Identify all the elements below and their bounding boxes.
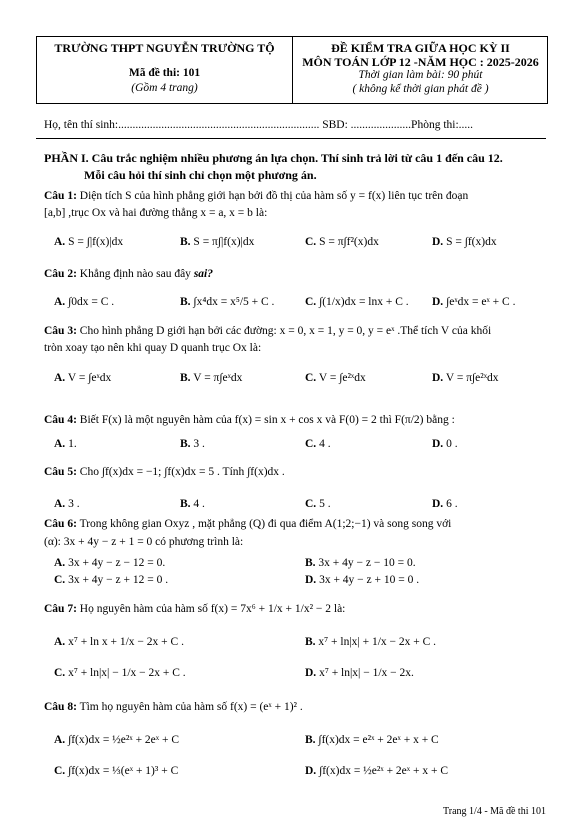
option-text: 3 . xyxy=(68,498,80,510)
exam-title: ĐỀ KIỂM TRA GIỮA HỌC KỲ II xyxy=(331,41,510,55)
part-subtitle: Mỗi câu hỏi thí sinh chỉ chọn một phương án. xyxy=(84,168,317,182)
q6-option-c[interactable]: C. 3x + 4y − z + 12 = 0 . xyxy=(54,574,169,586)
q3-option-a[interactable]: A. V = ∫eˣdx xyxy=(54,372,112,384)
option-text: 4 . xyxy=(193,498,205,510)
option-text: ∫x⁴dx = x⁵/5 + C . xyxy=(193,296,275,308)
q7-option-b[interactable]: B. x⁷ + ln|x| + 1/x − 2x + C . xyxy=(305,636,437,648)
option-text: ∫eˣdx = eˣ + C . xyxy=(446,296,516,308)
q5-option-c[interactable]: C. 5 . xyxy=(305,498,331,510)
option-text: ∫f(x)dx = ⅓(eˣ + 1)³ + C xyxy=(68,765,179,777)
question-6-text-cont: (α): 3x + 4y − z + 1 = 0 có phương trình là: xyxy=(44,536,244,548)
question-label: Câu 5: xyxy=(44,466,77,478)
q5-option-a[interactable]: A. 3 . xyxy=(54,498,80,510)
question-emphasis: sai? xyxy=(193,268,213,280)
q2-option-a[interactable]: A. ∫0dx = C . xyxy=(54,296,115,308)
time-note: ( không kể thời gian phát đề ) xyxy=(352,83,489,95)
option-text: 1. xyxy=(68,438,77,450)
q1-option-b[interactable]: B. S = π∫|f(x)|dx xyxy=(180,236,255,248)
option-text: 3x + 4y − z + 12 = 0 . xyxy=(68,574,169,586)
q5-option-b[interactable]: B. 4 . xyxy=(180,498,205,510)
question-label: Câu 1: xyxy=(44,190,77,202)
question-stem: Khẳng định nào sau đây xyxy=(79,268,191,280)
question-3-text-cont: tròn xoay tạo nên khi quay D quanh trục Ox là: xyxy=(44,342,262,354)
q4-option-c[interactable]: C. 4 . xyxy=(305,438,331,450)
page-count: (Gồm 4 trang) xyxy=(131,82,198,94)
q1-option-c[interactable]: C. S = π∫f²(x)dx xyxy=(305,236,379,248)
q3-option-d[interactable]: D. V = π∫e²ˣdx xyxy=(432,372,499,384)
option-text: x⁷ + ln|x| − 1/x − 2x. xyxy=(319,667,414,679)
question-1-text-cont: [a,b] ,trục Ox và hai đường thẳng x = a, x = b là: xyxy=(44,207,268,219)
q1-option-d[interactable]: D. S = ∫f(x)dx xyxy=(432,236,497,248)
question-stem: Cho hình phẳng D giới hạn bởi các đường: x = 0, x = 1, y = 0, y = eˣ .Thể tích V của khối xyxy=(79,325,492,337)
q8-option-d[interactable]: D. ∫f(x)dx = ½e²ˣ + 2eˣ + x + C xyxy=(305,765,448,777)
exam-code: Mã đề thi: 101 xyxy=(128,67,201,79)
option-text: S = ∫|f(x)|dx xyxy=(68,236,124,248)
question-label: Câu 2: xyxy=(44,268,77,280)
option-text: V = π∫e²ˣdx xyxy=(445,372,499,384)
q8-option-b[interactable]: B. ∫f(x)dx = e²ˣ + 2eˣ + x + C xyxy=(305,734,439,746)
question-5-text xyxy=(44,466,285,478)
option-text: ∫0dx = C . xyxy=(68,296,115,308)
question-stem: Tìm họ nguyên hàm của hàm số f(x) = (eˣ + 1)² . xyxy=(79,701,303,713)
question-stem: Họ nguyên hàm của hàm số f(x) = 7x⁶ + 1/x + 1/x² − 2 là: xyxy=(79,603,346,615)
q4-option-a[interactable]: A. 1. xyxy=(54,438,77,450)
q4-option-d[interactable]: D. 0 . xyxy=(432,438,458,450)
school-name: TRƯỜNG THPT NGUYỄN TRƯỜNG TỘ xyxy=(54,41,275,55)
option-text: ∫(1/x)dx = lnx + C . xyxy=(319,296,409,308)
option-text: 3x + 4y − z − 12 = 0. xyxy=(68,557,166,569)
question-stem: Trong không gian Oxyz , mặt phẳng (Q) đi qua điểm A(1;2;−1) và song song với xyxy=(79,518,452,530)
option-text: 3 . xyxy=(193,438,205,450)
option-text: x⁷ + ln|x| + 1/x − 2x + C . xyxy=(318,636,437,648)
option-text: ∫f(x)dx = e²ˣ + 2eˣ + x + C xyxy=(318,734,439,746)
q7-option-d[interactable]: D. x⁷ + ln|x| − 1/x − 2x. xyxy=(305,667,414,679)
option-text: S = π∫f²(x)dx xyxy=(319,236,379,248)
question-2-text xyxy=(44,268,213,280)
q6-option-a[interactable]: A. 3x + 4y − z − 12 = 0. xyxy=(54,557,166,569)
q2-option-c[interactable]: C. ∫(1/x)dx = lnx + C . xyxy=(305,296,409,308)
page-footer: Trang 1/4 - Mã đề thi 101 xyxy=(443,806,546,817)
question-label: Câu 6: xyxy=(44,518,77,530)
question-label: Câu 7: xyxy=(44,603,77,615)
question-4-text xyxy=(44,414,455,426)
question-stem: Diện tích S của hình phẳng giới hạn bởi đồ thị của hàm số y = f(x) liên tục trên đoạn xyxy=(79,190,469,202)
question-7-text xyxy=(44,603,345,615)
option-text: ∫f(x)dx = ½e²ˣ + 2eˣ + C xyxy=(68,734,180,746)
question-label: Câu 3: xyxy=(44,325,77,337)
part-title: PHẦN I. Câu trắc nghiệm nhiều phương án lựa chọn. Thí sinh trả lời từ câu 1 đến câu 12. xyxy=(44,151,503,165)
question-label: Câu 4: xyxy=(44,414,77,426)
option-text: ∫f(x)dx = ½e²ˣ + 2eˣ + x + C xyxy=(319,765,448,777)
q7-option-a[interactable]: A. x⁷ + ln x + 1/x − 2x + C . xyxy=(54,636,184,648)
option-text: 0 . xyxy=(446,438,458,450)
question-1-text xyxy=(44,190,468,202)
option-text: V = ∫eˣdx xyxy=(67,372,112,384)
option-text: 5 . xyxy=(319,498,331,510)
q1-option-a[interactable]: A. S = ∫|f(x)|dx xyxy=(54,236,124,248)
q6-option-b[interactable]: B. 3x + 4y − z − 10 = 0. xyxy=(305,557,416,569)
exam-header xyxy=(36,36,548,104)
option-text: S = ∫f(x)dx xyxy=(446,236,497,248)
option-text: 3x + 4y − z − 10 = 0. xyxy=(318,557,416,569)
option-text: S = π∫|f(x)|dx xyxy=(193,236,255,248)
time-limit: Thời gian làm bài: 90 phút xyxy=(358,69,483,81)
q5-option-d[interactable]: D. 6 . xyxy=(432,498,458,510)
q4-option-b[interactable]: B. 3 . xyxy=(180,438,205,450)
question-8-text xyxy=(44,701,303,713)
q3-option-b[interactable]: B. V = π∫eˣdx xyxy=(180,372,243,384)
q2-option-b[interactable]: B. ∫x⁴dx = x⁵/5 + C . xyxy=(180,296,275,308)
q3-option-c[interactable]: C. V = ∫e²ˣdx xyxy=(305,372,366,384)
option-text: 3x + 4y − z + 10 = 0 . xyxy=(319,574,420,586)
option-text: 6 . xyxy=(446,498,458,510)
option-text: x⁷ + ln|x| − 1/x − 2x + C . xyxy=(68,667,186,679)
question-stem: Biết F(x) là một nguyên hàm của f(x) = sin x + cos x và F(0) = 2 thì F(π/2) bằng : xyxy=(79,414,455,426)
option-text: V = π∫eˣdx xyxy=(193,372,243,384)
student-info-line: Họ, tên thí sinh:...................................................................... SBD: .....................Phòng thi:..... xyxy=(44,119,474,131)
q8-option-a[interactable]: A. ∫f(x)dx = ½e²ˣ + 2eˣ + C xyxy=(54,734,180,746)
q2-option-d[interactable]: D. ∫eˣdx = eˣ + C . xyxy=(432,296,516,308)
option-text: x⁷ + ln x + 1/x − 2x + C . xyxy=(68,636,184,648)
q6-option-d[interactable]: D. 3x + 4y − z + 10 = 0 . xyxy=(305,574,420,586)
question-3-text xyxy=(44,325,491,337)
option-text: 4 . xyxy=(319,438,331,450)
question-6-text xyxy=(44,518,451,530)
question-label: Câu 8: xyxy=(44,701,77,713)
subject-line: MÔN TOÁN LỚP 12 -NĂM HỌC : 2025-2026 xyxy=(302,55,539,69)
q8-option-c[interactable]: C. ∫f(x)dx = ⅓(eˣ + 1)³ + C xyxy=(54,765,179,777)
question-stem: Cho ∫f(x)dx = −1; ∫f(x)dx = 5 . Tính ∫f(x)dx . xyxy=(79,466,285,478)
q7-option-c[interactable]: C. x⁷ + ln|x| − 1/x − 2x + C . xyxy=(54,667,186,679)
separator xyxy=(36,138,546,139)
option-text: V = ∫e²ˣdx xyxy=(318,372,366,384)
